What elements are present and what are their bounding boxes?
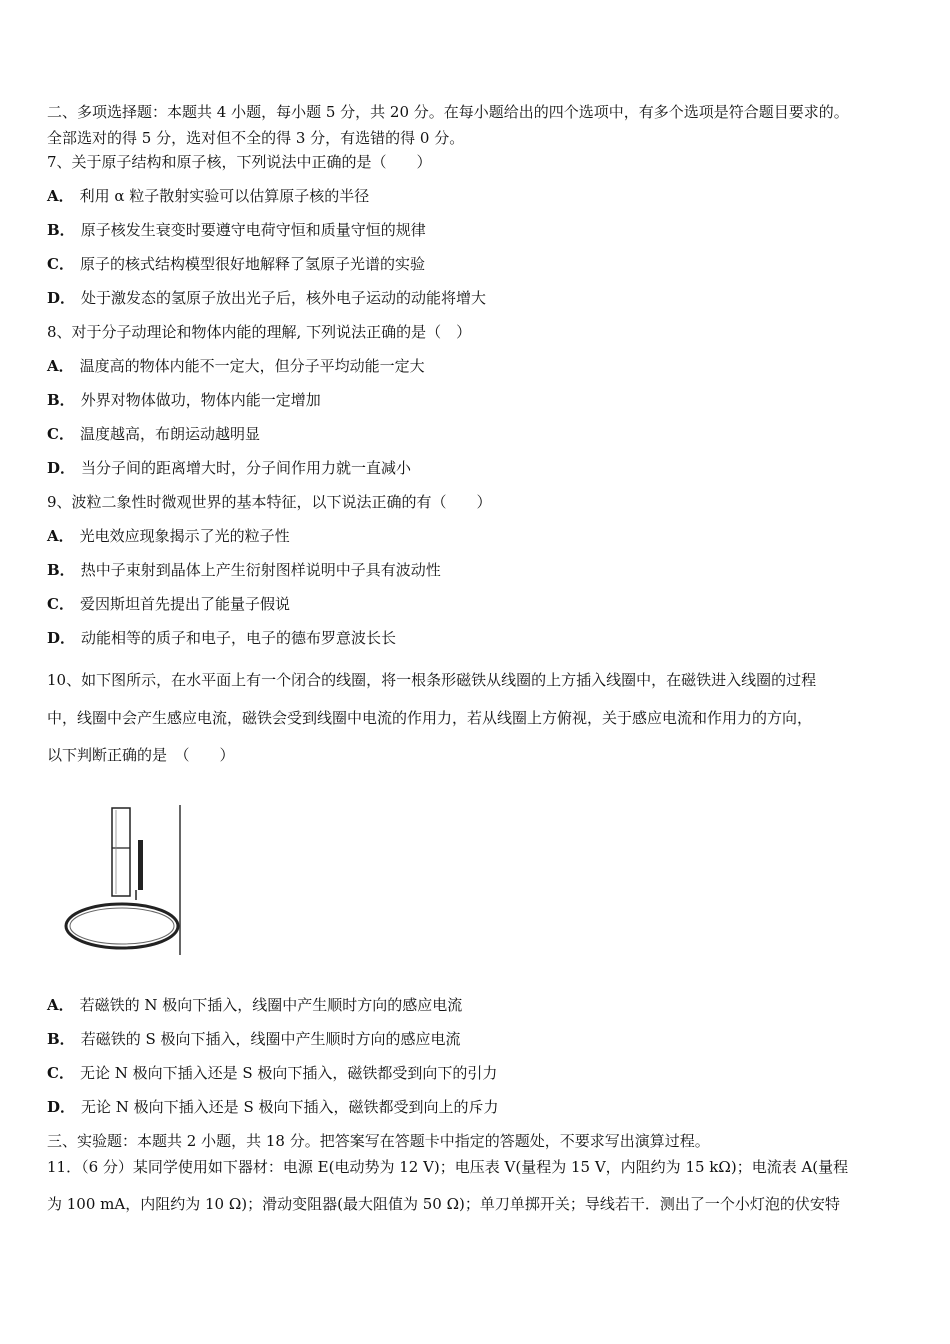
q10-stem-line3: 以下判断正确的是 （ ） (47, 746, 235, 764)
q9-option-a[interactable] (47, 526, 910, 546)
q8-option-a[interactable] (47, 356, 910, 376)
option-key: A． (47, 996, 74, 1014)
option-text: 处于激发态的氢原子放出光子后，核外电子运动的动能将增大 (81, 289, 487, 307)
option-key: C． (47, 255, 74, 273)
option-text: 无论 N 极向下插入还是 S 极向下插入，磁铁都受到向上的斥力 (81, 1098, 499, 1116)
option-key: D． (47, 629, 76, 647)
q8-stem: 8、对于分子动理论和物体内能的理解, 下列说法正确的是（ ） (47, 323, 472, 341)
q7-option-c[interactable] (47, 254, 910, 274)
q7-option-d[interactable] (47, 288, 910, 308)
option-text: 原子的核式结构模型很好地解释了氢原子光谱的实验 (79, 255, 425, 273)
q7-option-b[interactable] (47, 220, 910, 240)
option-text: 若磁铁的 S 极向下插入，线圈中产生顺时方向的感应电流 (80, 1030, 461, 1048)
option-text: 利用 α 粒子散射实验可以估算原子核的半径 (79, 187, 370, 205)
option-key: C． (47, 425, 74, 443)
q10-option-c[interactable] (47, 1063, 910, 1083)
section3-heading: 三、实验题：本题共 2 小题，共 18 分。把答案写在答题卡中指定的答题处，不要求写出演算过程。 (47, 1132, 710, 1150)
q8-option-d[interactable] (47, 458, 910, 478)
option-text: 动能相等的质子和电子，电子的德布罗意波长长 (81, 629, 397, 647)
option-key: A． (47, 527, 74, 545)
option-key: C． (47, 1064, 74, 1082)
magnet-coil-figure (62, 800, 192, 960)
option-key: B． (47, 1030, 75, 1048)
q10-stem-line1: 10、如下图所示，在水平面上有一个闭合的线圈，将一根条形磁铁从线圈的上方插入线圈中，在磁铁进入线圈的过程 (47, 671, 817, 689)
q10-option-a[interactable] (47, 995, 910, 1015)
option-text: 外界对物体做功，物体内能一定增加 (80, 391, 321, 409)
q10-stem-line2: 中，线圈中会产生感应电流，磁铁会受到线圈中电流的作用力，若从线圈上方俯视，关于感应电流和作用力的方向， (47, 709, 813, 727)
option-text: 无论 N 极向下插入还是 S 极向下插入，磁铁都受到向下的引力 (79, 1064, 498, 1082)
q9-option-d[interactable] (47, 628, 910, 648)
option-key: B． (47, 561, 75, 579)
option-text: 爱因斯坦首先提出了能量子假说 (79, 595, 290, 613)
section2-heading-line1: 二、多项选择题：本题共 4 小题，每小题 5 分，共 20 分。在每小题给出的四个选项中，有多个选项是符合题目要求的。 (47, 103, 849, 121)
q7-option-a[interactable] (47, 186, 910, 206)
option-key: A． (47, 357, 74, 375)
q11-line2: 为 100 mA，内阻约为 10 Ω)；滑动变阻器(最大阻值为 50 Ω)；单刀单掷开关；导线若干．测出了一个小灯泡的伏安特 (47, 1195, 840, 1213)
option-key: D． (47, 1098, 76, 1116)
q10-option-d[interactable] (47, 1097, 910, 1117)
option-key: C． (47, 595, 74, 613)
option-key: D． (47, 289, 76, 307)
closed-coil-inner (70, 908, 174, 944)
option-key: B． (47, 221, 75, 239)
option-text: 热中子束射到晶体上产生衍射图样说明中子具有波动性 (80, 561, 441, 579)
section2-heading-line2: 全部选对的得 5 分，选对但不全的得 3 分，有选错的得 0 分。 (47, 129, 465, 147)
option-text: 当分子间的距离增大时，分子间作用力就一直减小 (81, 459, 412, 477)
option-text: 温度越高，布朗运动越明显 (79, 425, 260, 443)
q9-stem: 9、波粒二象性时微观世界的基本特征，以下说法正确的有（ ） (47, 493, 492, 511)
q8-option-b[interactable] (47, 390, 910, 410)
option-key: A． (47, 187, 74, 205)
option-text: 若磁铁的 N 极向下插入，线圈中产生顺时方向的感应电流 (79, 996, 463, 1014)
option-text: 光电效应现象揭示了光的粒子性 (79, 527, 290, 545)
q8-option-c[interactable] (47, 424, 910, 444)
q7-stem: 7、关于原子结构和原子核，下列说法中正确的是（ ） (47, 153, 432, 171)
option-text: 原子核发生衰变时要遵守电荷守恒和质量守恒的规律 (80, 221, 426, 239)
option-key: B． (47, 391, 75, 409)
magnet-holder (138, 840, 143, 890)
q11-line1: 11．（6 分）某同学使用如下器材：电源 E(电动势为 12 V)；电压表 V(量程为 15 V，内阻约为 15 kΩ)；电流表 A(量程 (47, 1158, 849, 1176)
bar-magnet (112, 808, 130, 896)
q9-option-b[interactable] (47, 560, 910, 580)
q9-option-c[interactable] (47, 594, 910, 614)
option-text: 温度高的物体内能不一定大，但分子平均动能一定大 (79, 357, 425, 375)
option-key: D． (47, 459, 76, 477)
closed-coil (66, 904, 178, 948)
q10-option-b[interactable] (47, 1029, 910, 1049)
